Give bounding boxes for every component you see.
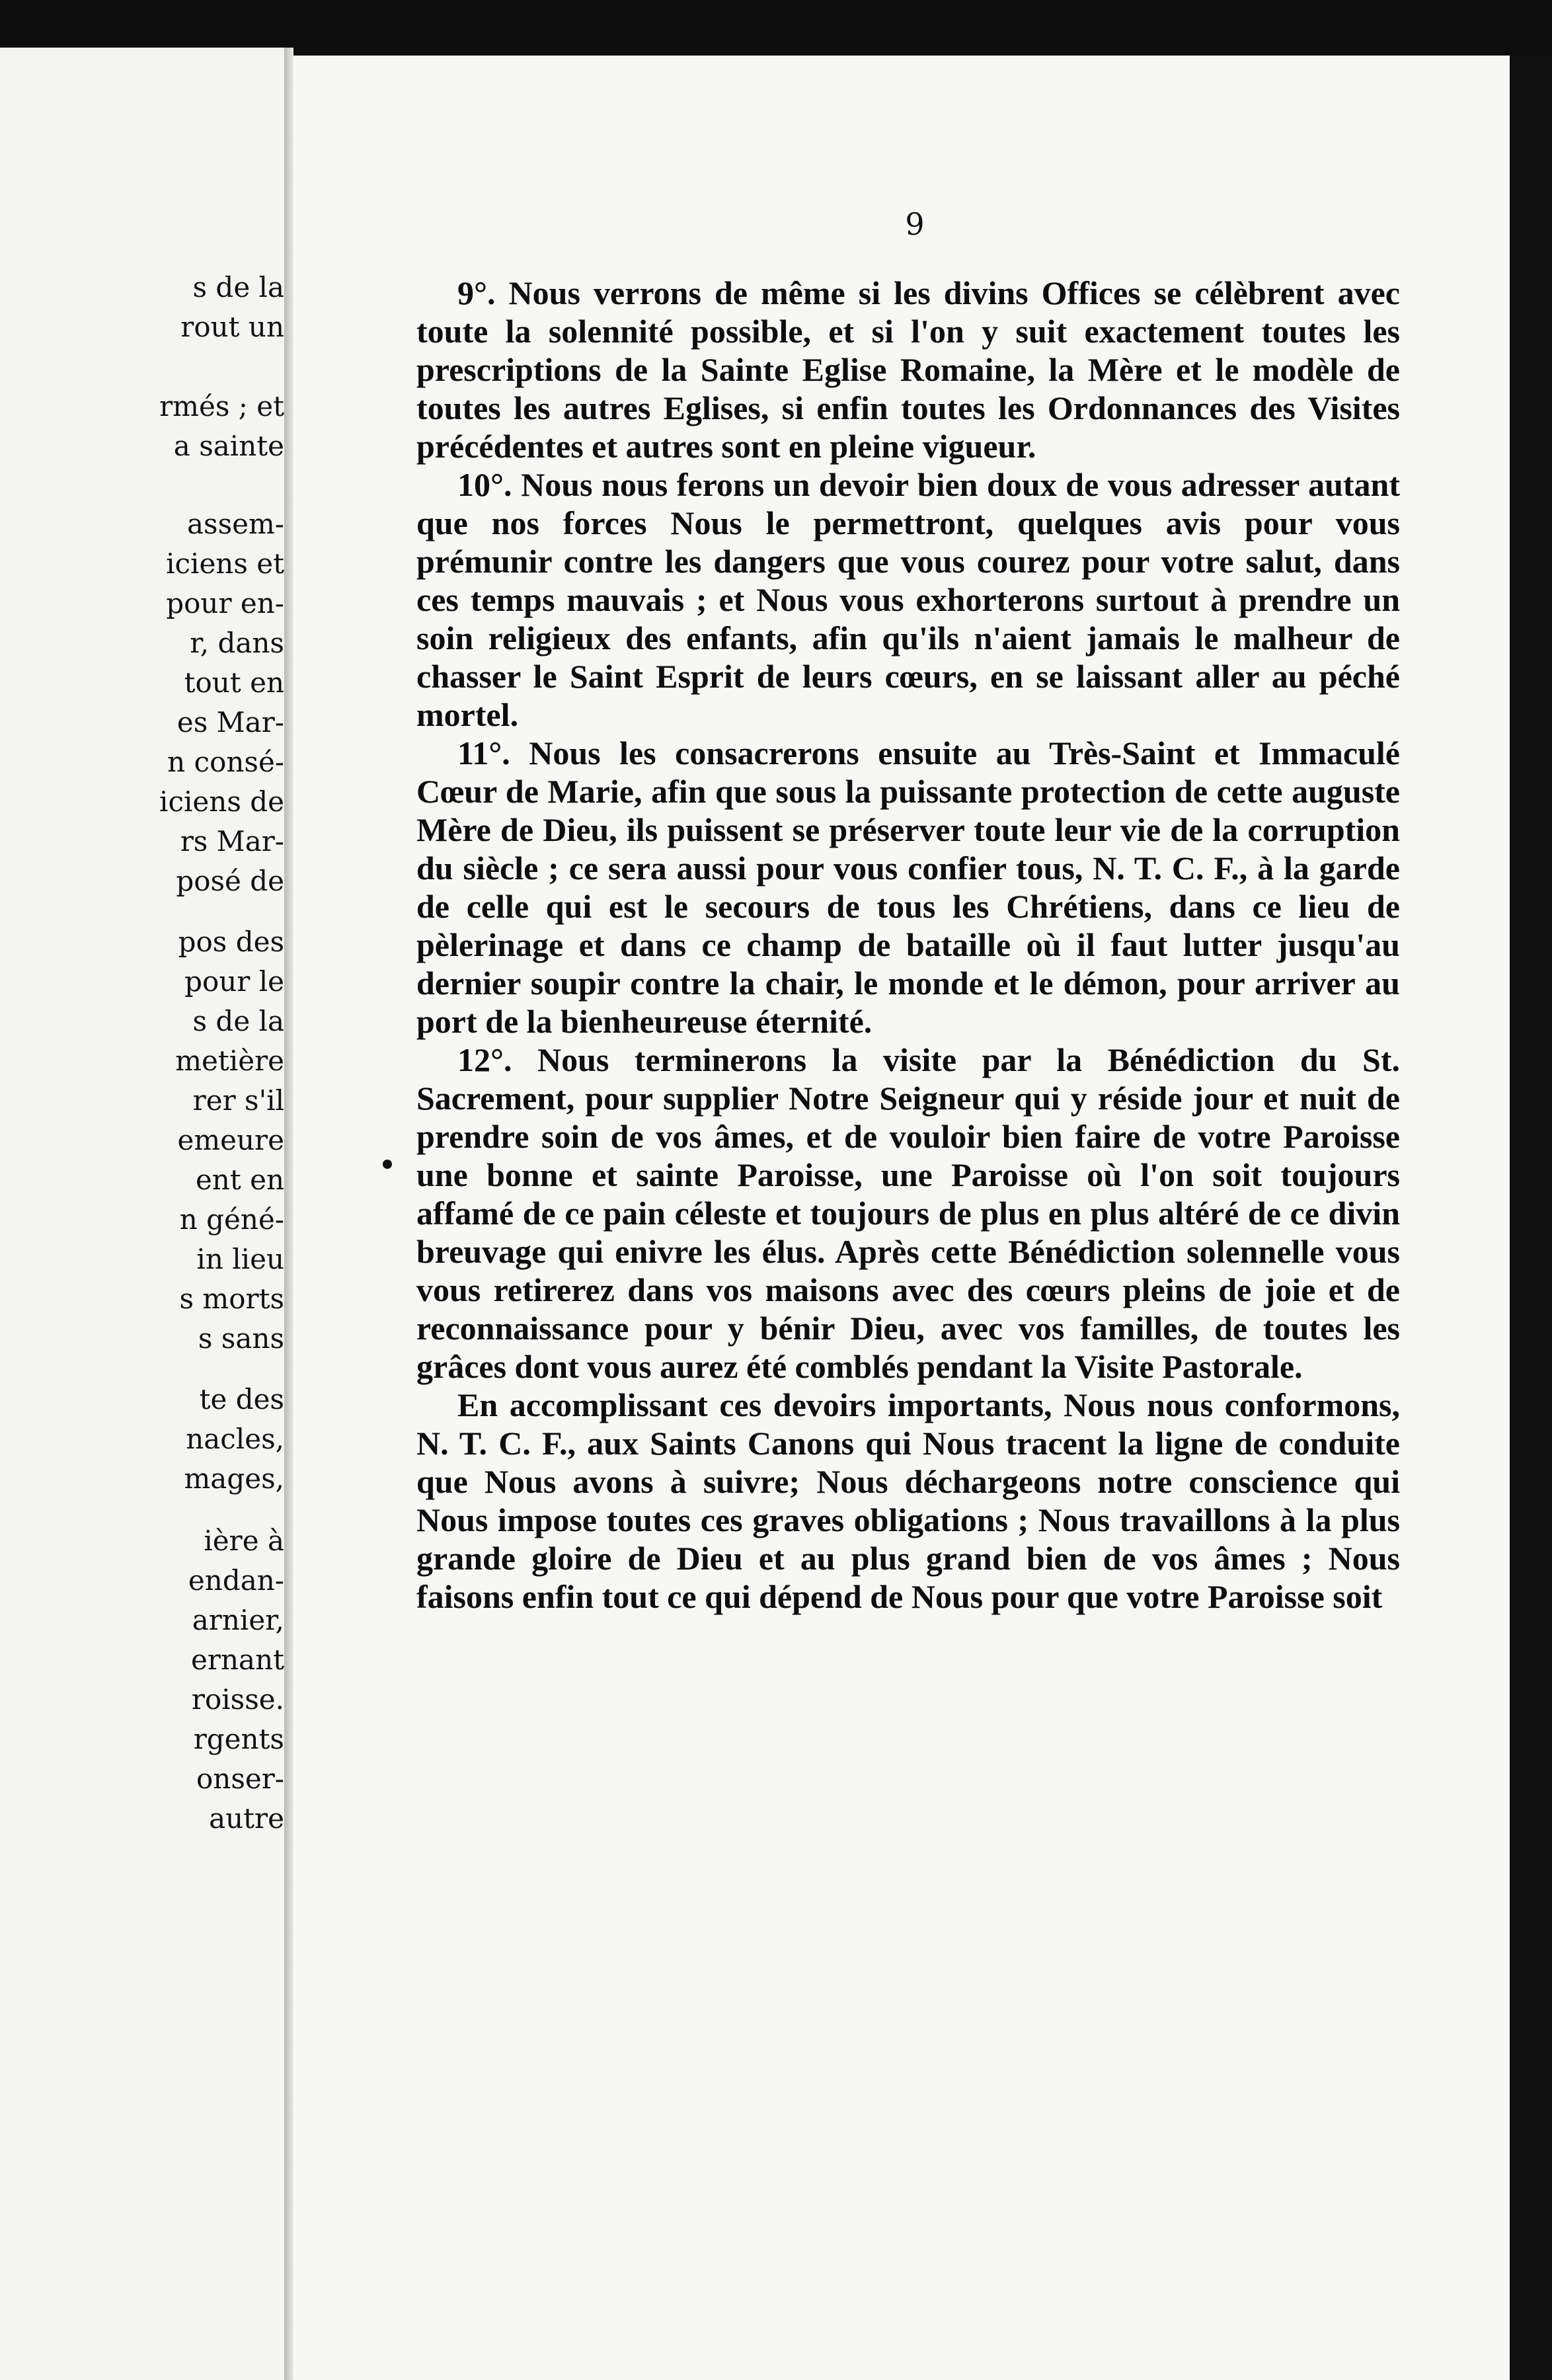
previous-page-line: iciens de xyxy=(159,785,284,818)
previous-page-line: endan- xyxy=(188,1564,284,1597)
previous-page-line: onser- xyxy=(196,1763,284,1795)
previous-page-line: nacles, xyxy=(186,1423,284,1455)
previous-page-line: metière xyxy=(175,1045,284,1077)
previous-page-line: r, dans xyxy=(190,627,284,659)
current-page xyxy=(293,56,1510,2380)
page-body xyxy=(416,274,1400,1616)
paragraph-11: 11°. Nous les consacrerons ensuite au Très-Saint et Immaculé Cœur de Marie, afin que sous la puissante protection de cette auguste Mère de Dieu, ils puissent se préserver toute leur vie de la corruption du siècle ; ce sera aussi pour vous confier tous, N. T. C. F., à la garde de celle qui est le secours de tous les Chrétiens, dans ce lieu de pèlerinage et dans ce champ de bataille où il faut lutter jusqu'au dernier soupir contre la chair, le monde et le démon, pour arriver au port de la bienheureuse éternité. xyxy=(416,734,1400,1040)
previous-page-line: pos des xyxy=(178,926,284,958)
page-number: 9 xyxy=(905,206,925,242)
previous-page-line: mages, xyxy=(184,1462,284,1495)
previous-page-line: es Mar- xyxy=(176,706,284,738)
scan-border xyxy=(1510,56,1552,2380)
previous-page-line: posé de xyxy=(176,865,284,897)
previous-page-line: pour le xyxy=(184,965,284,998)
previous-page-line: te des xyxy=(199,1383,284,1415)
previous-page-line: s morts xyxy=(179,1283,284,1315)
previous-page-line: in lieu xyxy=(196,1243,284,1275)
previous-page-line: ent en xyxy=(195,1164,284,1196)
previous-page-line: rs Mar- xyxy=(180,825,284,857)
previous-page-line: arnier, xyxy=(192,1604,284,1636)
paragraph-12: 12°. Nous terminerons la visite par la Bénédiction du St. Sacrement, pour supplier Notre Seigneur qui y réside jour et nuit de prendre soin de vos âmes, et de vouloir bien faire de votre Paroisse une bonne et sainte Paroisse, une Paroisse où l'on soit toujours affamé de ce pain céleste et toujours de plus en plus altéré de ce divin breuvage qui enivre les élus. Après cette Bénédiction solennelle vous vous retirerez dans vos maisons avec des cœurs pleins de joie et de reconnaissance pour y bénir Dieu, avec vos familles, de toutes les grâces dont vous aurez été comblés pendant la Visite Pastorale. xyxy=(416,1041,1400,1385)
previous-page-line: pour en- xyxy=(166,587,284,619)
previous-page-line: rmés ; et xyxy=(159,390,284,422)
previous-page-line: a sainte xyxy=(173,430,284,462)
previous-page-line: autre xyxy=(209,1802,284,1835)
paragraph-conclusion: En accomplissant ces devoirs importants, Nous nous conformons, N. T. C. F., aux Saints Canons qui Nous tracent la ligne de conduite que Nous avons à suivre; Nous déchargeons notre conscience qui Nous impose toutes ces graves obligations ; Nous travaillons à la plus grande gloire de Dieu et au plus grand bien de vos âmes ; Nous faisons enfin tout ce qui dépend de Nous pour que votre Paroisse soit xyxy=(416,1386,1400,1615)
previous-page-line: tout en xyxy=(184,666,284,699)
previous-page-fragment xyxy=(0,48,284,2380)
paragraph-9: 9°. Nous verrons de même si les divins Offices se célèbrent avec toute la solennité possible, et si l'on y suit exactement toutes les prescriptions de la Sainte Eglise Romaine, la Mère et le modèle de toutes les autres Eglises, si enfin toutes les Ordonnances des Visites précédentes et autres sont en pleine vigueur. xyxy=(416,274,1400,465)
margin-mark xyxy=(383,1160,392,1169)
previous-page-line: ière à xyxy=(204,1525,284,1557)
previous-page-line: s de la xyxy=(192,271,284,303)
previous-page-line: n consé- xyxy=(167,746,284,778)
previous-page-line: rgents xyxy=(193,1723,284,1755)
book-gutter xyxy=(284,48,293,2380)
previous-page-line: ernant xyxy=(191,1644,284,1676)
previous-page-line: n géné- xyxy=(179,1203,284,1236)
previous-page-line: iciens et xyxy=(166,547,284,580)
previous-page-line: roisse. xyxy=(191,1683,284,1716)
paragraph-10: 10°. Nous nous ferons un devoir bien doux de vous adresser autant que nos forces Nous le permettront, quelques avis pour vous prémunir contre les dangers que vous courez pour votre salut, dans ces temps mauvais ; et Nous vous exhorterons surtout à prendre un soin religieux des enfants, afin qu'ils n'aient jamais le malheur de chasser le Saint Esprit de leurs cœurs, en se laissant aller au péché mortel. xyxy=(416,466,1400,733)
previous-page-line: rout un xyxy=(180,311,284,343)
previous-page-line: assem- xyxy=(186,508,284,540)
previous-page-line: s de la xyxy=(192,1005,284,1037)
previous-page-line: s sans xyxy=(198,1322,284,1355)
previous-page-line: rer s'il xyxy=(192,1084,284,1117)
previous-page-line: emeure xyxy=(177,1124,284,1156)
